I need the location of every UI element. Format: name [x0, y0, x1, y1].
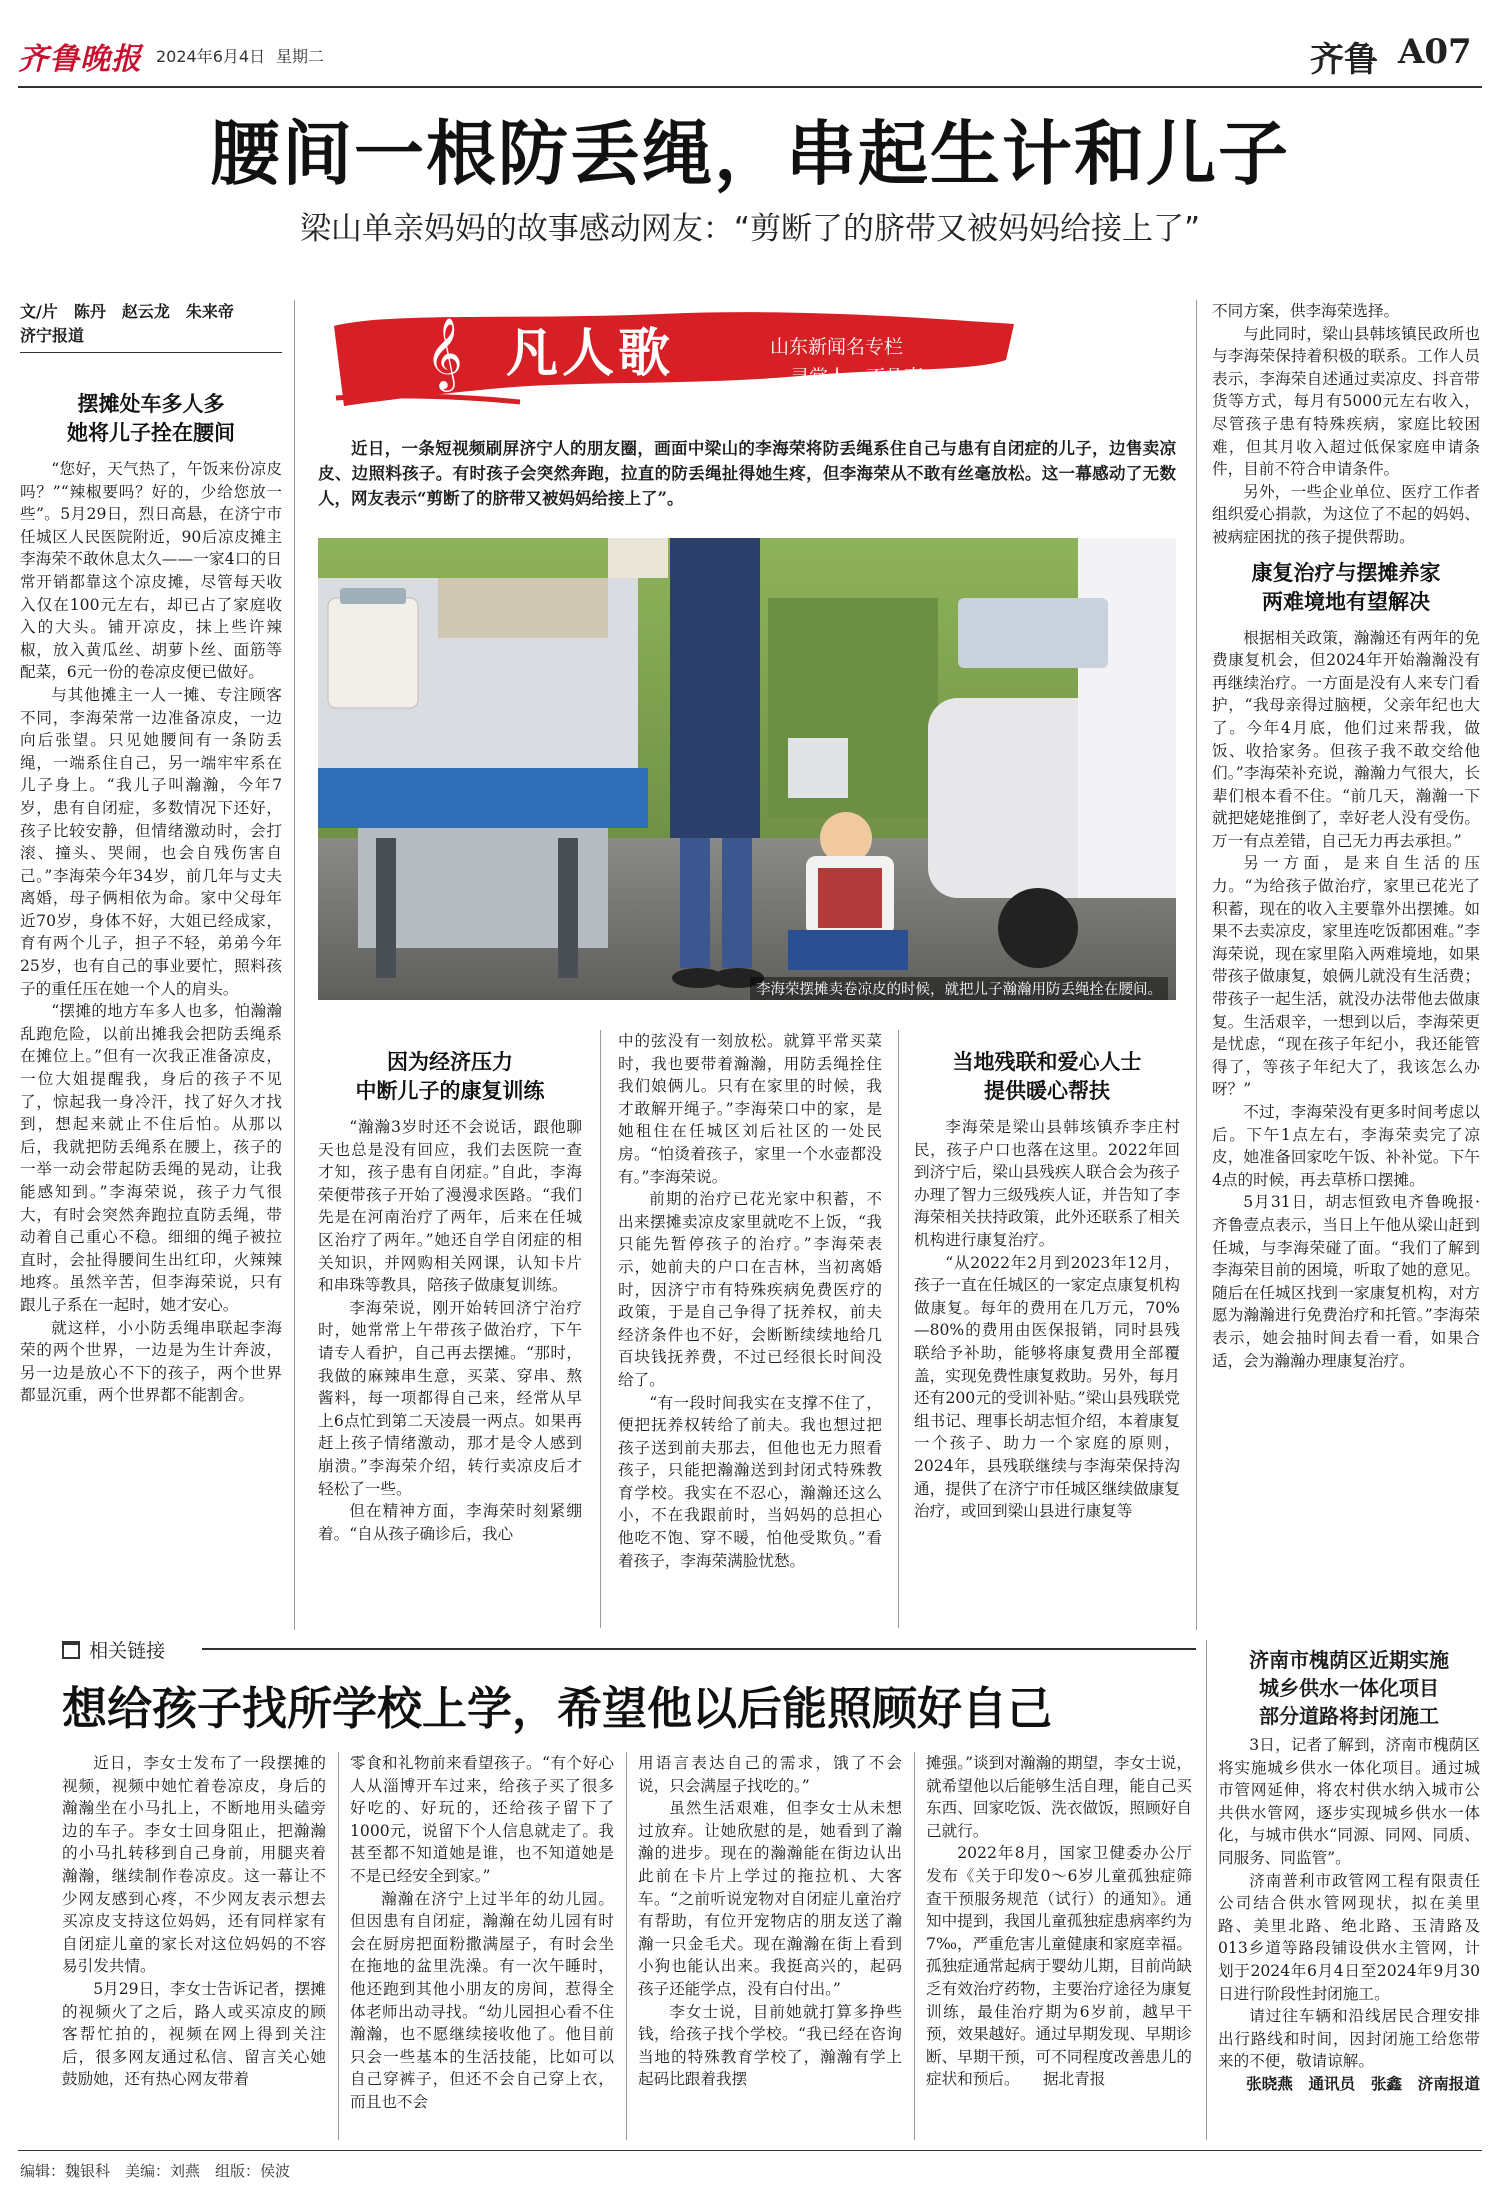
- page-number: A07: [1398, 32, 1472, 72]
- paragraph: 根据相关政策，瀚瀚还有两年的免费康复机会，但2024年开始瀚瀚没有再继续治疗。一方面是没有人来专门看护，“我母亲得过脑梗，父亲年纪也大了。今年4月底，他们过来帮我，做饭、收拾家务。但孩子我不敢交给他们。”李海荣补充说，瀚瀚力气很大，长辈们根本看不住。“前几天，瀚瀚一下就把姥姥推倒了，幸好老人没有受伤。万一有点差错，自己无力再去承担。”: [1212, 628, 1480, 850]
- paragraph: “有一段时间我实在支撑不住了，便把抚养权转给了前夫。我也想过把孩子送到前夫那去，但他也无力照看孩子，只能把瀚瀚送到封闭式特殊教育学校。我实在不忍心，瀚瀚还这么小，不在我跟前时，当妈妈的总担心他吃不饱、穿不暖，怕他受欺负。”看着孩子，李海荣满脸忧愁。: [618, 1393, 882, 1570]
- photo-caption: 李海荣摆摊卖卷凉皮的时候，就把儿子瀚瀚用防丢绳拴在腰间。: [750, 977, 1168, 1000]
- related-col-1: [62, 1752, 326, 2140]
- masthead: [18, 28, 1482, 84]
- window-icon: [62, 1641, 80, 1659]
- section-name: 齐鲁: [1310, 40, 1378, 80]
- footer-rule: [18, 2150, 1482, 2151]
- sidebar-news: [1218, 1640, 1480, 2140]
- paragraph: “从2022年2月到2023年12月，孩子一直在任城区的一家定点康复机构做康复。每年的费用在几万元，70%—80%的费用由医保报销，同时县残联给予补助，能够将康复费用全部覆盖，实现免费性康复救助。另外，每月还有200元的受训补贴。”梁山县残联党组书记、理事长胡志恒介绍，本着康复一个孩子、助力一个家庭的原则，2024年，县残联继续与李海荣保持沟通，提供了在济宁市任城区继续做康复治疗，或回到梁山县进行康复等: [914, 1253, 1180, 1521]
- related-label: [62, 1636, 202, 1662]
- related-col-2: [350, 1752, 614, 2140]
- paragraph: 济南普利市政管网工程有限责任公司结合供水管网现状，拟在美里路、美里北路、绝北路、玉清路及013乡道等路段铺设供水主管网，计划于2024年6月4日至2024年9月30日进行阶段性封闭施工。: [1218, 1871, 1480, 2003]
- article-col-1: [20, 380, 282, 1625]
- section-rule: [62, 1648, 1196, 1650]
- paragraph: 另外，一些企业单位、医疗工作者组织爱心捐款，为这位了不起的妈妈、被病症困扰的孩子提供帮助。: [1212, 482, 1480, 546]
- byline-location: 济宁报道: [20, 324, 282, 353]
- section-heading-3: 当地残联和爱心人士 提供暖心帮扶: [952, 1050, 1142, 1103]
- sidebar-byline: 张晓燕 通讯员 张鑫 济南报道: [1246, 2073, 1480, 2093]
- page-title: 腰间一根防丢绳，串起生计和儿子: [210, 112, 1290, 195]
- paragraph: 用语言表达自己的需求，饿了不会说，只会满屋子找吃的。”: [638, 1754, 902, 1795]
- lead-text: 近日，一条短视频刷屏济宁人的朋友圈，画面中梁山的李海荣将防丢绳系住自己与患有自闭症的儿子，边售卖凉皮、边照料孩子。有时孩子会突然奔跑，拉直的防丢绳扯得她生疼，但李海荣从不敢有丝毫放松。这一幕感动了无数人，网友表示“剪断了的脐带又被妈妈给接上了”。: [318, 439, 1176, 508]
- article-col-2: [318, 1038, 582, 1628]
- column-divider: [626, 1752, 627, 2140]
- masthead-rule: [18, 86, 1482, 88]
- photo-caption-bar: [318, 974, 1176, 1000]
- sidebar-news-title: 济南市槐荫区近期实施 城乡供水一体化项目 部分道路将封闭施工: [1249, 1648, 1449, 1728]
- paragraph: 李海荣说，刚开始转回济宁治疗时，她常常上午带孩子做治疗，下午请专人看护，自己再去摆摊。“那时，我做的麻辣串生意，买菜、穿串、熬酱料，每一项都得自己来，经常从早上6点忙到第二天凌晨一两点。如果再赶上孩子情绪激动，那才是令人感到崩溃。”李海荣介绍，转行卖凉皮后才轻松了一些。: [318, 1298, 582, 1498]
- paragraph: “摆摊的地方车多人也多，怕瀚瀚乱跑危险，以前出摊我会把防丢绳系在摊位上。”但有一次我正准备凉皮，一位大姐提醒我，身后的孩子不见了，惊起我一身冷汗，找了好久才找到，想起来就止不住后怕。从那以后，我就把防丢绳系在腰上，孩子的一举一动会带起防丢绳的晃动，让我能感知到。”李海荣说，孩子力气很大，有时会突然奔跑拉直防丢绳，带动着自己重心不稳。细细的绳子被拉直时，会扯得腰间生出红印，火辣辣地疼。虽然辛苦，但李海荣说，只有跟儿子系在一起时，她才安心。: [20, 1002, 282, 1314]
- article-col-3: [618, 1030, 882, 1628]
- paragraph: 前期的治疗已花光家中积蓄，不出来摆摊卖凉皮家里就吃不上饭，“我只能先暂停孩子的治疗。”李海荣表示，她前夫的户口在吉林，当初离婚时，因济宁市有特殊疾病免费医疗的政策，于是自己争得了抚养权，前夫经济条件也不好，会断断续续地给几百块钱抚养费，不过已经很长时间没给了。: [618, 1190, 882, 1389]
- related-col-4: [926, 1752, 1192, 2140]
- subheadline: 梁山单亲妈妈的故事感动网友：“剪断了的脐带又被妈妈给接上了”: [299, 211, 1201, 247]
- column-divider: [600, 1030, 601, 1628]
- article-col-5: [1212, 300, 1480, 1628]
- paragraph: “瀚瀚3岁时还不会说话，跟他聊天也总是没有回应，我们去医院一查才知，孩子患有自闭症。”自此，李海荣便带孩子开始了漫漫求医路。“我们先是在河南治疗了两年，后来在任城区治疗了两年。”她还自学自闭症的相关知识，并网购相关网课，认知卡片和串珠等教具，陪孩子做康复训练。: [318, 1118, 582, 1295]
- paragraph: 瀚瀚在济宁上过半年的幼儿园。但因患有自闭症，瀚瀚在幼儿园有时会在厨房把面粉撒满屋子，有时会坐在拖地的盆里洗澡。有一次午睡时，他还跑到其他小朋友的房间，惹得全体老师出动寻找。“幼儿园担心看不住瀚瀚，也不愿继续接收他了。他目前只会一些基本的生活技能，比如可以自己穿裤子，但还不会自己穿上衣，而且也不会: [350, 1889, 614, 2111]
- paragraph: 但在精神方面，李海荣时刻紧绷着。“自从孩子确诊后，我心: [318, 1502, 582, 1543]
- byline: [20, 300, 282, 353]
- paragraph: 李女士说，目前她就打算多挣些钱，给孩子找个学校。“我已经在咨询当地的特殊教育学校了，瀚瀚有学上起码比跟着我摆: [638, 2002, 902, 2089]
- article-photo: [318, 538, 1176, 1000]
- paragraph: 不过，李海荣没有更多时间考虑以后。下午1点左右，李海荣卖完了凉皮，她准备回家吃午饭、补补觉。下午4点的时候，再去草桥口摆摊。: [1212, 1103, 1480, 1189]
- issue-weekday: 星期二: [276, 47, 325, 66]
- column-name: 凡人歌: [506, 323, 675, 384]
- paragraph: 5月31日，胡志恒致电齐鲁晚报·齐鲁壹点表示，当日上午他从梁山赶到任城，与李海荣碰了面。“我们了解到李海荣目前的困境，听取了她的意见。随后在任城区找到一家康复机构，对方愿为瀚瀚进行免费治疗和托管。”李海荣表示，她会抽时间去看一看，如果合适，会为瀚瀚办理康复治疗。: [1212, 1193, 1480, 1370]
- paper-logo: 齐鲁晚报: [18, 42, 142, 77]
- paragraph: 与其他摊主一人一摊、专注顾客不同，李海荣常一边准备凉皮，一边向后张望。只见她腰间有一条防丢绳，一端系住自己，另一端牢牢系在儿子身上。“我儿子叫瀚瀚，今年7岁，患有自闭症，多数情况下还好，孩子比较安静，但情绪激动时，会打滚、撞头、哭闹，也会自残伤害自己。”李海荣今年34岁，前几年与丈夫离婚，母子俩相依为命。家中父母年近70岁，身体不好，大姐已经成家，育有两个儿子，担子不轻，弟弟今年25岁，也有自己的事业要忙，照料孩子的重任压在她一个人的肩头。: [20, 685, 282, 998]
- paragraph: 摊强。”谈到对瀚瀚的期望，李女士说，就希望他以后能够生活自理，能自己买东西、回家吃饭、洗衣做饭，照顾好自己就行。: [926, 1754, 1192, 1840]
- paragraph: 虽然生活艰难，但李女士从未想过放弃。让她欣慰的是，她看到了瀚瀚的进步。现在的瀚瀚能在街边认出此前在卡片上学过的拖拉机、大客车。“之前听说宠物对自闭症儿童治疗有帮助，有位开宠物店的朋友送了瀚瀚一只金毛犬。现在瀚瀚在街上看到小狗也能认出来。我挺高兴的，起码孩子还能学点，没有白付出。”: [638, 1799, 902, 1998]
- column-slogan: 寻常人 不凡事: [790, 366, 924, 388]
- column-divider: [914, 1752, 915, 2140]
- related-col-3: [638, 1752, 902, 2140]
- issue-date: 2024年6月4日: [156, 47, 266, 66]
- paragraph: 请过往车辆和沿线居民合理安排出行路线和时间，因封闭施工给您带来的不便，敬请谅解。: [1218, 2007, 1480, 2071]
- paragraph: 不同方案，供李海荣选择。: [1212, 302, 1400, 320]
- paragraph: 3日，记者了解到，济南市槐荫区将实施城乡供水一体化项目。通过城市管网延伸，将农村供水纳入城市公共供水管网，逐步实现城乡供水一体化，与城市供水“同源、同网、同质、同服务、同监管”。: [1218, 1736, 1480, 1867]
- street-scene-illustration: [318, 538, 1176, 1000]
- editor-credits: 编辑：魏银科 美编：刘燕 组版：侯波: [20, 2162, 291, 2180]
- column-divider: [1206, 1640, 1207, 2140]
- paragraph: 中的弦没有一刻放松。就算平常买菜时，我也要带着瀚瀚，用防丢绳拴住我们娘俩儿。只有在家里的时候，我才敢解开绳子。”李海荣口中的家，是她租住在任城区刘后社区的一处民房。“怕烫着孩子，家里一个水壶都没有。”李海荣说。: [618, 1032, 882, 1186]
- section-heading-2: 因为经济压力 中断儿子的康复训练: [355, 1050, 545, 1103]
- paragraph: 另一方面，是来自生活的压力。“为给孩子做治疗，家里已花光了积蓄，现在的收入主要靠外出摆摊。如果不去卖凉皮，家里连吃饭都困难。”李海荣说，现在家里陷入两难境地，如果带孩子做康复，娘俩儿就没有生活费；带孩子一起生活，就没办法带他去做康复。生活艰辛，一想到以后，李海荣更是忧虑，“现在孩子年纪小，我还能管得了，等孩子年纪大了，我该怎么办呀？”: [1212, 854, 1480, 1099]
- paragraph: 2022年8月，国家卫健委办公厅发布《关于印发0～6岁儿童孤独症筛查干预服务规范（试行）的通知》。通知中提到，我国儿童孤独症患病率约为7‰，严重危害儿童健康和家庭幸福。孤独症通常起病于婴幼儿期，目前尚缺乏有效治疗药物，主要治疗途径为康复训练，最佳治疗期为6岁前，越早干预，效果越好。通过早期发现、早期诊断、早期干预，可不同程度改善患儿的症状和预后。 据北青报: [926, 1844, 1192, 2089]
- column-divider: [294, 300, 295, 1630]
- related-label-text: 相关链接: [89, 1640, 166, 1662]
- paragraph: 就这样，小小防丢绳串联起李海荣的两个世界，一边是为生计奔波，另一边是放心不下的孩子，两个世界都显沉重，两个世界都不能割舍。: [20, 1318, 282, 1405]
- column-divider: [338, 1752, 339, 2140]
- related-title: 想给孩子找所学校上学，希望他以后能照顾好自己: [62, 1682, 1053, 1735]
- article-col-4: [914, 1038, 1180, 1628]
- paragraph: “您好，天气热了，午饭来份凉皮吗？”“辣椒要吗？好的，少给您放一些”。5月29日，烈日高悬，在济宁市任城区人民医院附近，90后凉皮摊主李海荣不敢休息太久——一家4口的日常开销都靠这个凉皮摊，尽管每天收入仅在100元左右，却已占了家庭收入的大头。铺开凉皮，抹上些许辣椒，放入黄瓜丝、胡萝卜丝、面筋等配菜，6元一份的卷凉皮便已做好。: [20, 460, 282, 682]
- column-banner: [330, 298, 1020, 422]
- column-divider: [898, 1030, 899, 1628]
- section-heading-4: 康复治疗与摆摊养家 两难境地有望解决: [1251, 560, 1441, 614]
- lead-paragraph: [318, 436, 1176, 511]
- paragraph: 5月29日，李女士告诉记者，摆摊的视频火了之后，路人或买凉皮的顾客帮忙拍的，视频在网上得到关注后，很多网友通过私信、留言关心她鼓励她，还有热心网友带着: [62, 1979, 326, 2089]
- column-tag: 山东新闻名专栏: [770, 336, 904, 358]
- paragraph: 零食和礼物前来看望孩子。“有个好心人从淄博开车过来，给孩子买了很多好吃的、好玩的，还给孩子留下了1000元，说留下个人信息就走了。我甚至都不知道她是谁，也不知道她是不是已经安全到家。”: [350, 1754, 614, 1885]
- music-note-icon: 𝄞: [426, 316, 463, 389]
- section-heading-1: 摆摊处车多人多 她将儿子拴在腰间: [67, 392, 235, 445]
- paragraph: 近日，李女士发布了一段摆摊的视频，视频中她忙着卷凉皮，身后的瀚瀚坐在小马扎上，不断地用头磕旁边的车子。李女士回身阻止，把瀚瀚的小马扎转移到自己身前，用腿夹着瀚瀚，继续制作卷凉皮。这一幕让不少网友感到心疼，不少网友表示想去买凉皮支持这位妈妈，还有同样家有自闭症儿童的家长对这位妈妈的不容易引发共情。: [62, 1754, 326, 1976]
- paragraph: 与此同时，梁山县韩垓镇民政所也与李海荣保持着积极的联系。工作人员表示，李海荣自述通过卖凉皮、抖音带货等方式，每月有5000元左右收入，尽管孩子患有特殊疾病，家庭比较困难，但其月收入超过低保家庭申请条件，目前不符合申请条件。: [1212, 324, 1480, 479]
- column-divider: [1196, 300, 1197, 1630]
- byline-authors: 文/片 陈丹 赵云龙 朱来帝: [20, 302, 234, 321]
- paragraph: 李海荣是梁山县韩垓镇乔李庄村民，孩子户口也落在这里。2022年回到济宁后，梁山县残疾人联合会为孩子办理了智力三级残疾人证，并告知了李海荣相关扶持政策，此外还联系了相关机构进行康复治疗。: [914, 1118, 1180, 1249]
